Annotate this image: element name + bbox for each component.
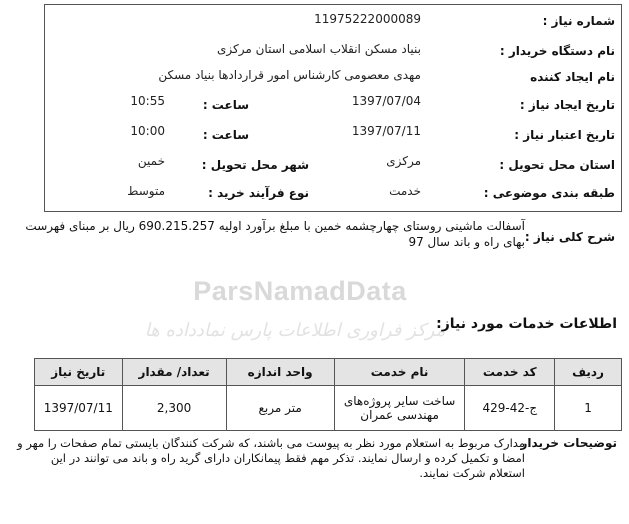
process-value: متوسط <box>127 184 165 198</box>
province-value: مرکزی <box>386 154 421 168</box>
watermark-brand-fa: مرکز فراوری اطلاعات پارس نمادداده ها <box>144 320 446 341</box>
col-header-need-date: تاریخ نیاز <box>35 359 123 386</box>
buyer-label: نام دستگاه خریدار : <box>499 44 615 58</box>
valid-date-label: تاریخ اعتبار نیاز : <box>514 128 615 142</box>
created-time-label: ساعت : <box>202 98 249 112</box>
creator-label: نام ایجاد کننده <box>530 70 615 84</box>
cell-unit: متر مربع <box>226 386 334 431</box>
description-label: شرح کلی نیاز : <box>524 230 615 244</box>
city-value: خمین <box>137 154 165 168</box>
col-header-unit: واحد اندازه <box>226 359 334 386</box>
cell-service-code: ج-42-429 <box>465 386 555 431</box>
cell-need-date: 1397/07/11 <box>35 386 123 431</box>
table-header-row <box>35 359 622 386</box>
category-label: طبقه بندی موضوعی : <box>483 186 615 200</box>
watermark-brand: ParsNamadData <box>193 276 407 306</box>
col-header-row-number: ردیف <box>555 359 622 386</box>
cell-service-name: ساخت سایر پروژه‌های مهندسی عمران <box>334 386 465 431</box>
need-number-label: شماره نیاز : <box>542 14 615 28</box>
buyer-notes-text: مدارک مربوط به استعلام مورد نظر به پیوست می باشند، که شرکت کنندگان بایستی تمام صفحات را مهر و امضا و تکمیل کرده و ارسال نمایند. تذکر مهم فقط پیمانکاران دارای گرید راه و باند می توانند در این استعلام شرکت نمایند. <box>17 436 525 480</box>
col-header-service-code: کد خدمت <box>465 359 555 386</box>
created-date-value: 1397/07/04 <box>351 94 421 108</box>
buyer-notes-label: توضیحات خریدار <box>520 436 617 450</box>
services-table <box>34 358 622 431</box>
buyer-value: بنیاد مسکن انقلاب اسلامی استان مرکزی <box>217 42 421 56</box>
valid-time-value: 10:00 <box>130 124 165 138</box>
table-row <box>35 386 622 431</box>
col-header-quantity: تعداد/ مقدار <box>122 359 226 386</box>
description-text: آسفالت ماشینی روستای چهارچشمه خمین با مبلغ برآورد اولیه 690.215.257 ریال بر مبنای فهرست بهای راه و باند سال 97 <box>25 219 525 249</box>
process-label: نوع فرآیند خرید : <box>208 186 309 200</box>
creator-value: مهدی معصومی کارشناس امور قراردادها بنیاد مسکن <box>158 68 421 82</box>
province-label: استان محل تحویل : <box>499 158 615 172</box>
cell-row-number: 1 <box>555 386 622 431</box>
need-number-value: 11975222000089 <box>314 12 421 26</box>
created-date-label: تاریخ ایجاد نیاز : <box>519 98 615 112</box>
valid-date-value: 1397/07/11 <box>351 124 421 138</box>
valid-time-label: ساعت : <box>202 128 249 142</box>
col-header-service-name: نام خدمت <box>334 359 465 386</box>
cell-quantity: 2,300 <box>122 386 226 431</box>
city-label: شهر محل تحویل : <box>201 158 309 172</box>
created-time-value: 10:55 <box>130 94 165 108</box>
category-value: خدمت <box>389 184 421 198</box>
services-section-title: اطلاعات خدمات مورد نیاز: <box>436 316 617 332</box>
